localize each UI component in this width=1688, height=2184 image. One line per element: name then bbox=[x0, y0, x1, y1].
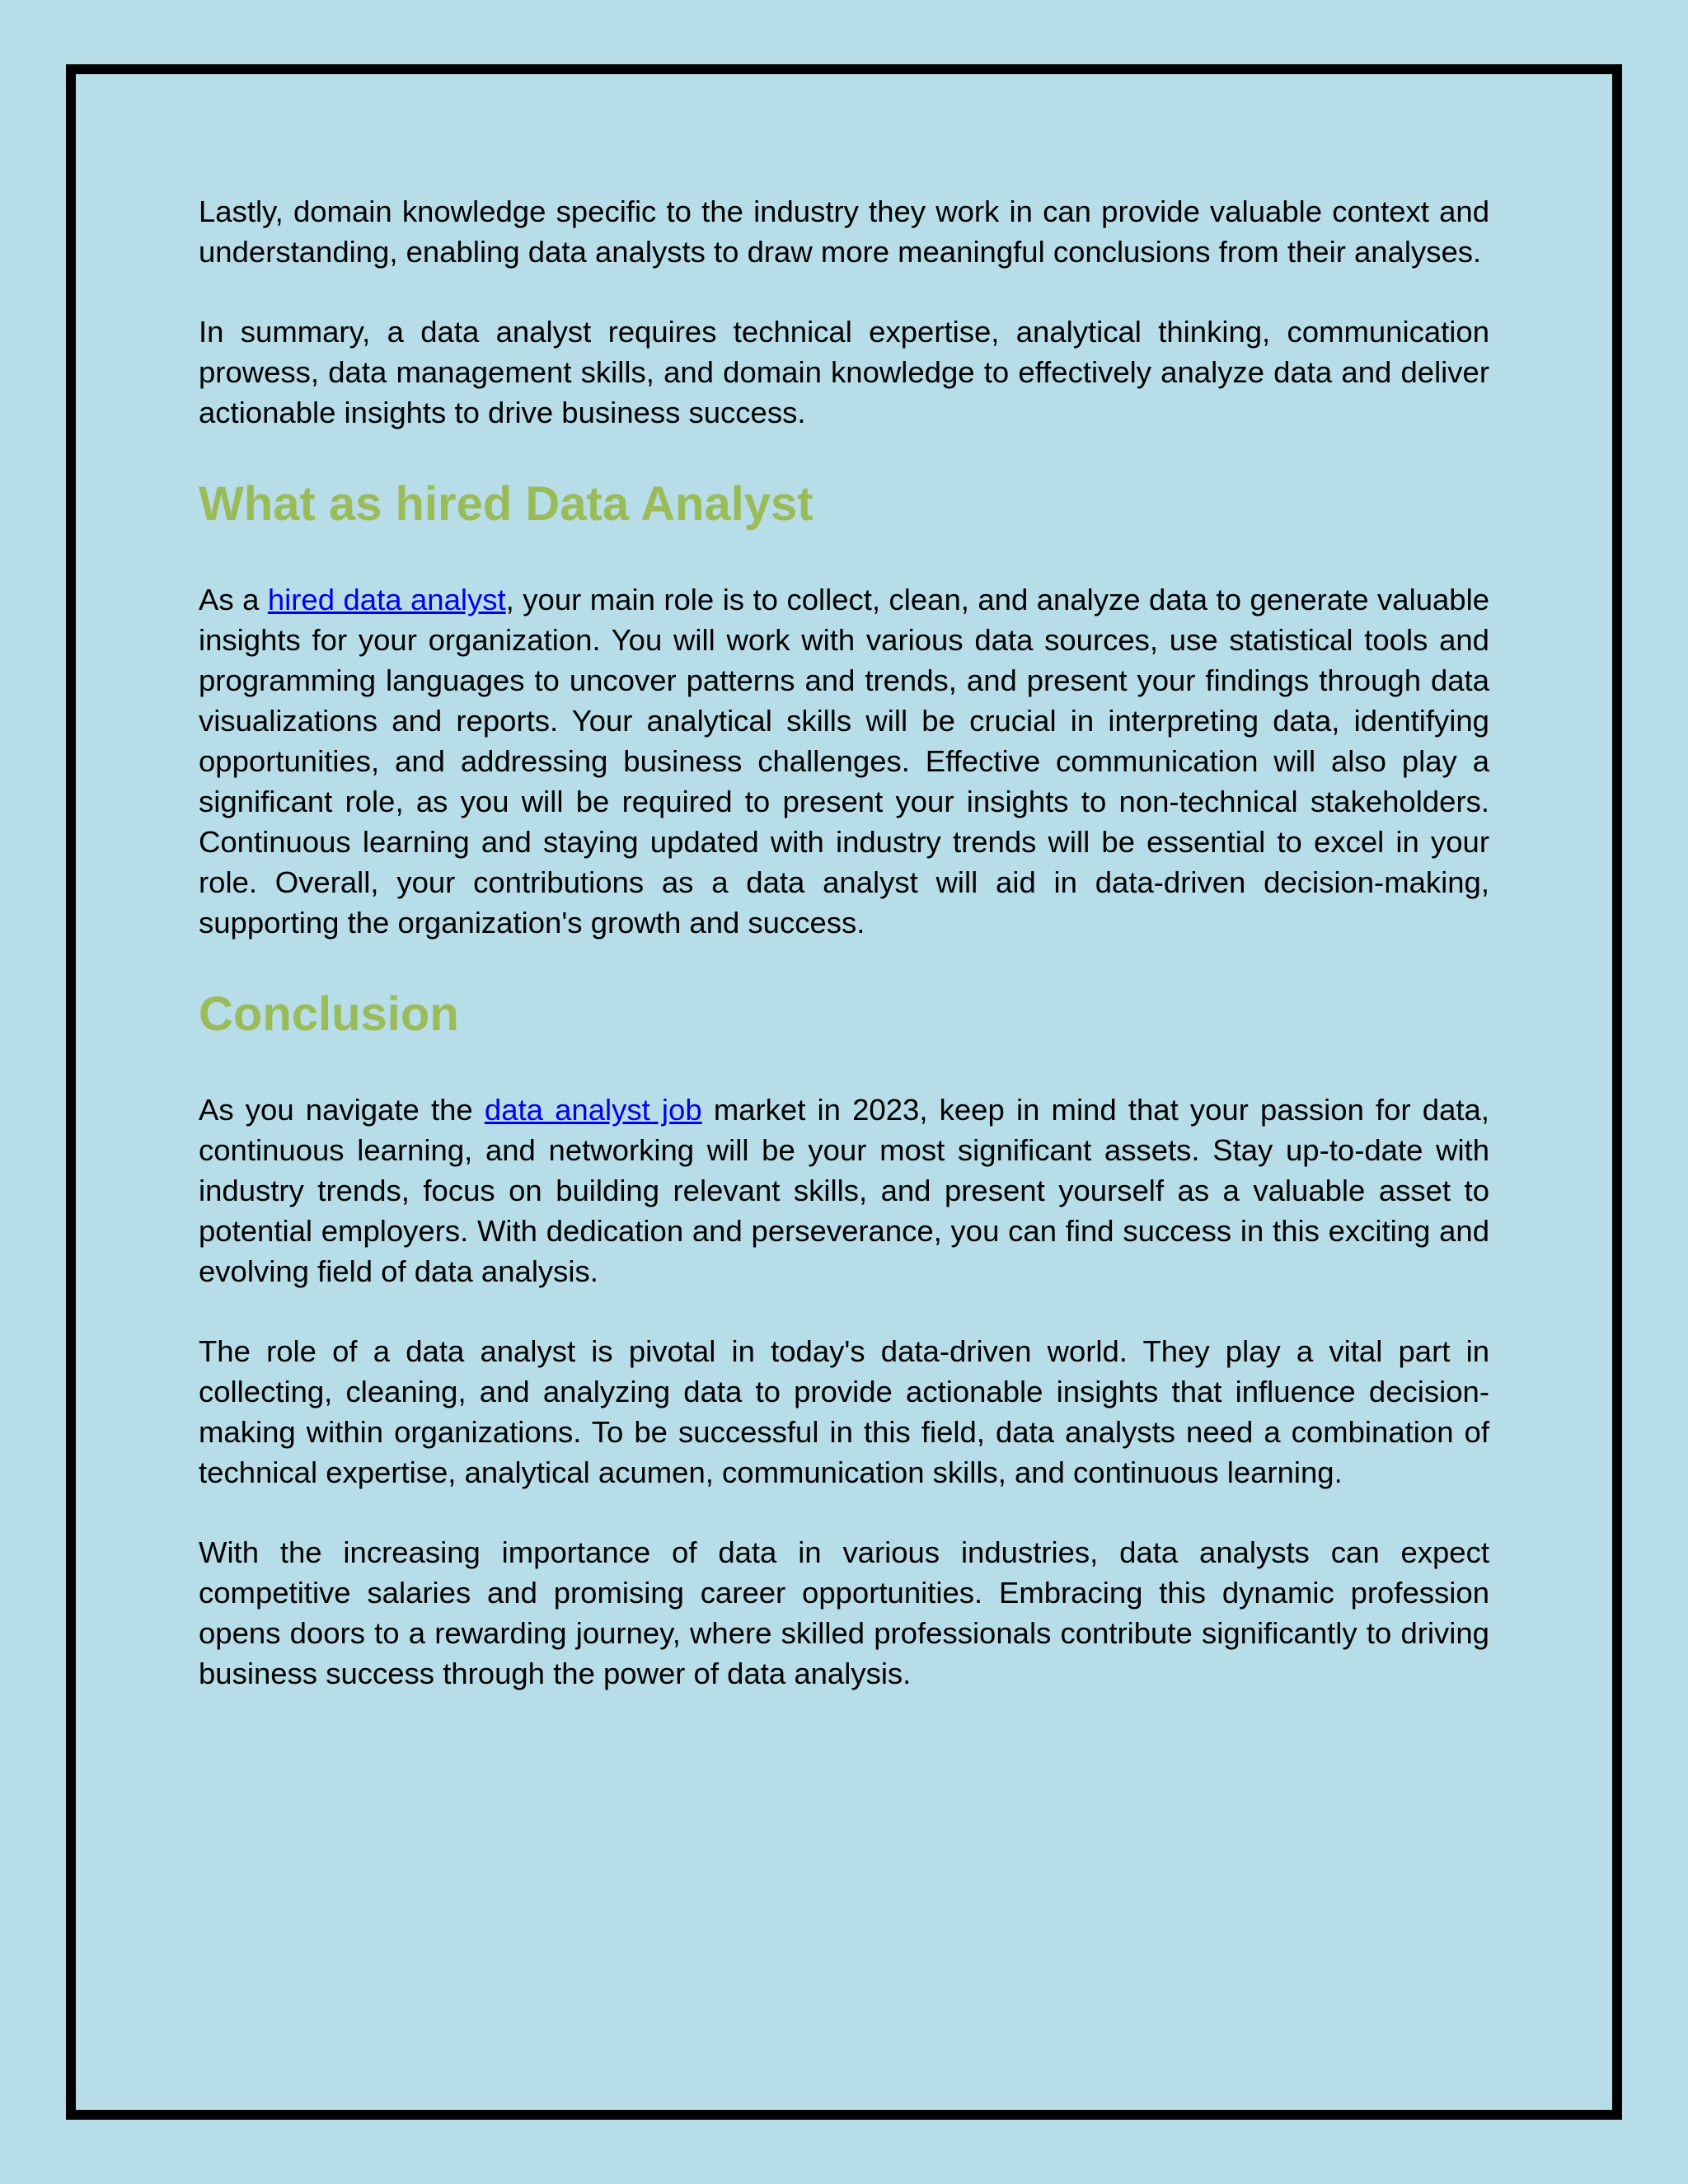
heading-hired-data-analyst: What as hired Data Analyst bbox=[199, 477, 814, 531]
paragraph-job-market-pre: As you navigate the bbox=[199, 1093, 485, 1127]
paragraph-summary: In summary, a data analyst requires technical expertise, analytical thinking, communication prowess, data management skills, and domain knowledge to effectively analyze data and deliver actionable insights to drive business success. bbox=[199, 315, 1489, 429]
heading-conclusion: Conclusion bbox=[199, 987, 459, 1041]
paragraph-job-market bbox=[199, 1090, 1489, 1291]
paragraph-job-market-post: market in 2023, keep in mind that your passion for data, continuous learning, and networking will be your most significant assets. Stay up-to-date with industry trends, focus on building relevant skills, and present yourself as a valuable asset to potential employers. With dedication and perseverance, you can find success in this exciting and evolving field of data analysis. bbox=[199, 1093, 1489, 1288]
link-hired-data-analyst[interactable]: hired data analyst bbox=[267, 583, 506, 616]
document-body bbox=[199, 191, 1489, 1694]
paragraph-career-outlook: With the increasing importance of data in various industries, data analysts can expect competitive salaries and promising career opportunities. Embracing this dynamic profession opens doors to a rewarding journey, where skilled professionals contribute significantly to driving business success through the power of data analysis. bbox=[199, 1535, 1489, 1690]
paragraph-hired-role bbox=[199, 579, 1489, 943]
paragraph-domain-knowledge: Lastly, domain knowledge specific to the industry they work in can provide valuable context and understanding, enabling data analysts to draw more meaningful conclusions from their analyses. bbox=[199, 194, 1489, 269]
paragraph-hired-role-pre: As a bbox=[199, 583, 268, 616]
paragraph-hired-role-post: , your main role is to collect, clean, and analyze data to generate valuable insights for your organization. You will work with various data sources, use statistical tools and programming languages to uncover patterns and trends, and present your findings through data visualizations and reports. Your analytical skills will be crucial in interpreting data, identifying opportunities, and addressing business challenges. Effective communication will also play a significant role, as you will be required to present your insights to non-technical stakeholders. Continuous learning and staying updated with industry trends will be essential to excel in your role. Overall, your contributions as a data analyst will aid in data-driven decision-making, supporting the organization's growth and success. bbox=[199, 583, 1490, 940]
paragraph-role-pivotal: The role of a data analyst is pivotal in today's data-driven world. They play a vital part in collecting, cleaning, and analyzing data to provide actionable insights that influence decision-making within organizations. To be successful in this field, data analysts need a combination of technical expertise, analytical acumen, communication skills, and continuous learning. bbox=[199, 1334, 1489, 1489]
link-data-analyst-job[interactable]: data analyst job bbox=[484, 1093, 702, 1127]
